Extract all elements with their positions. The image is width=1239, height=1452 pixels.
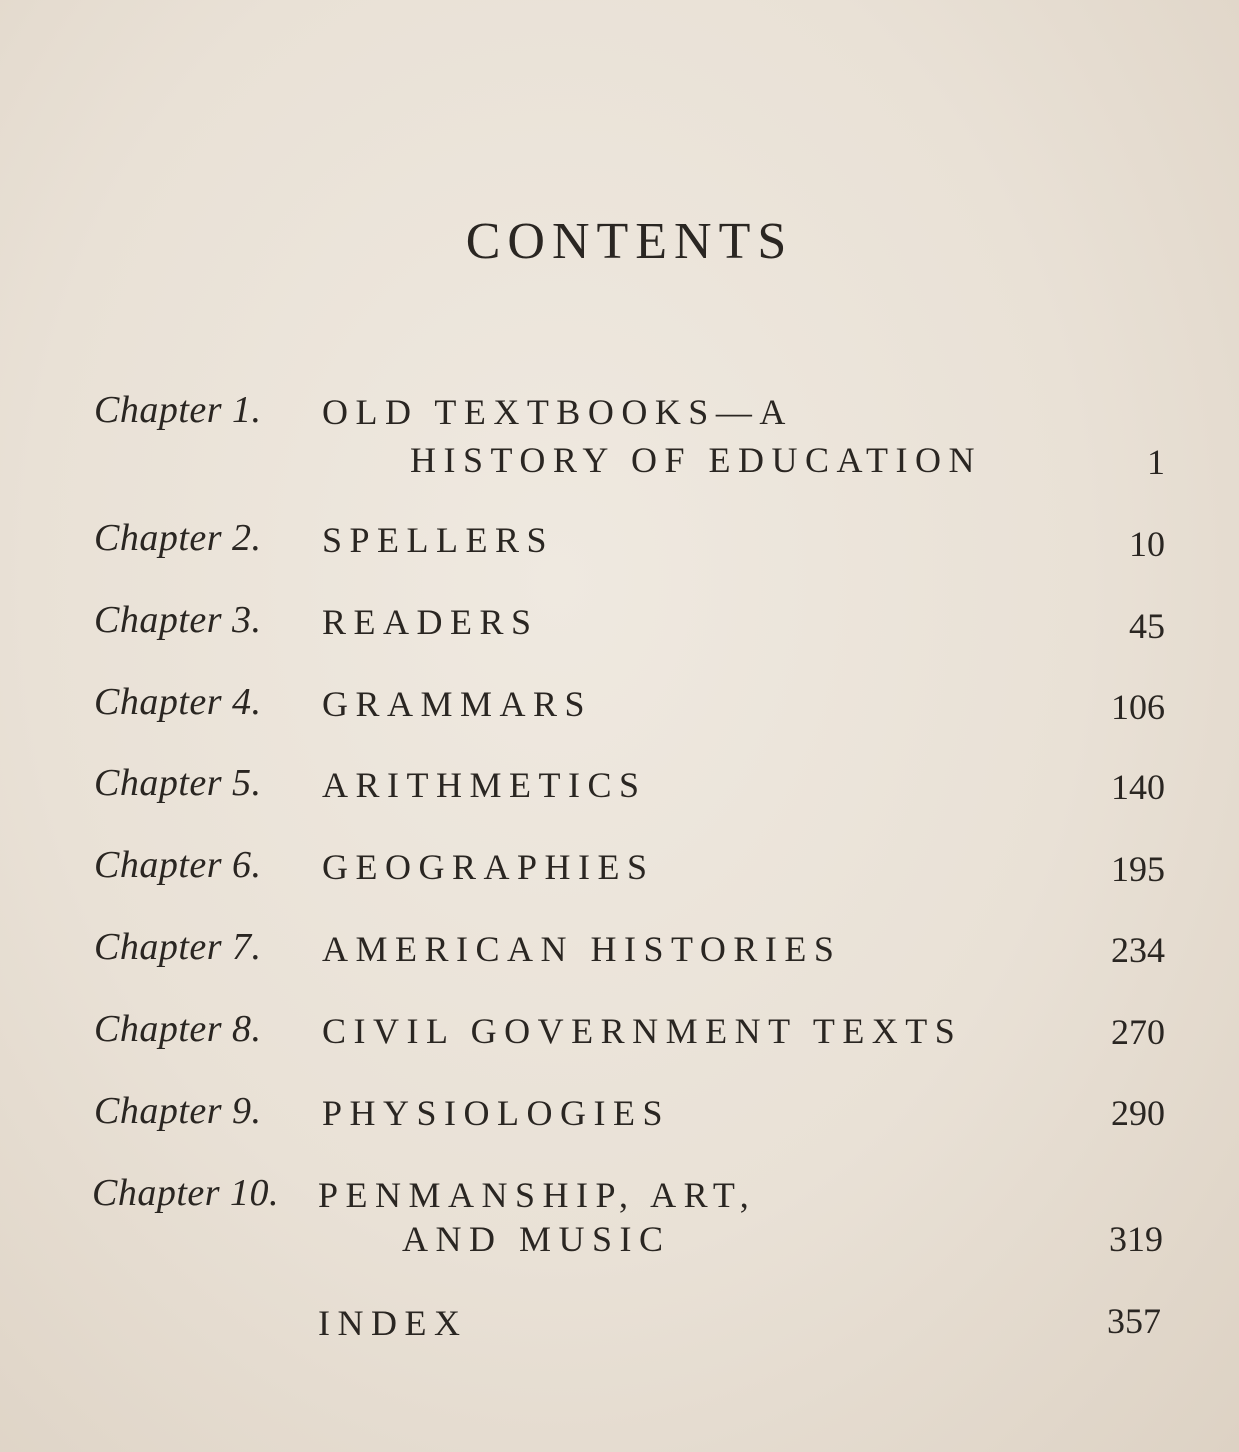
chapter-title: AMERICAN HISTORIES	[322, 929, 842, 969]
chapter-label: Chapter 4.	[94, 681, 262, 723]
chapter-title: GEOGRAPHIES	[322, 847, 655, 887]
toc-entry-chapter-3	[0, 600, 1239, 650]
page-number: 270	[1111, 1012, 1165, 1052]
page-number: 45	[1129, 606, 1165, 646]
toc-entry-chapter-7	[0, 927, 1239, 977]
chapter-label: Chapter 2.	[94, 517, 262, 559]
chapter-label: Chapter 9.	[94, 1090, 262, 1132]
page-number: 106	[1111, 687, 1165, 727]
chapter-label: Chapter 5.	[94, 762, 262, 804]
chapter-title-continued: AND MUSIC	[402, 1219, 671, 1259]
chapter-label: Chapter 1.	[94, 389, 262, 431]
chapter-title: READERS	[322, 602, 539, 642]
page-number: 1	[1147, 442, 1165, 482]
chapter-title-continued: HISTORY OF EDUCATION	[410, 440, 983, 480]
toc-entry-chapter-10	[0, 1173, 1239, 1269]
index-title: INDEX	[318, 1303, 468, 1343]
chapter-label: Chapter 10.	[92, 1172, 280, 1214]
page-number: 140	[1111, 767, 1165, 807]
chapter-label: Chapter 3.	[94, 599, 262, 641]
index-page-number: 357	[1107, 1301, 1161, 1341]
toc-entry-chapter-1	[0, 388, 1239, 484]
chapter-title: OLD TEXTBOOKS—A	[322, 392, 793, 432]
chapter-title: ARITHMETICS	[322, 765, 647, 805]
page-number: 319	[1109, 1219, 1163, 1259]
page-number: 234	[1111, 930, 1165, 970]
chapter-title: PENMANSHIP, ART,	[318, 1175, 757, 1215]
chapter-label: Chapter 8.	[94, 1008, 262, 1050]
chapter-label: Chapter 7.	[94, 926, 262, 968]
chapter-title: CIVIL GOVERNMENT TEXTS	[322, 1011, 963, 1051]
chapter-title: SPELLERS	[322, 520, 555, 560]
toc-entry-chapter-6	[0, 845, 1239, 895]
toc-entry-chapter-9	[0, 1091, 1239, 1141]
toc-entry-chapter-8	[0, 1009, 1239, 1059]
chapter-label: Chapter 6.	[94, 844, 262, 886]
toc-entry-chapter-5	[0, 763, 1239, 813]
toc-entry-chapter-2	[0, 518, 1239, 568]
chapter-title: GRAMMARS	[322, 684, 593, 724]
page-title: CONTENTS	[465, 213, 794, 270]
toc-entry-index	[0, 1301, 1239, 1351]
page-number: 10	[1129, 524, 1165, 564]
page-number: 195	[1111, 849, 1165, 889]
page-number: 290	[1111, 1093, 1165, 1133]
chapter-title: PHYSIOLOGIES	[322, 1093, 671, 1133]
toc-entry-chapter-4	[0, 682, 1239, 732]
